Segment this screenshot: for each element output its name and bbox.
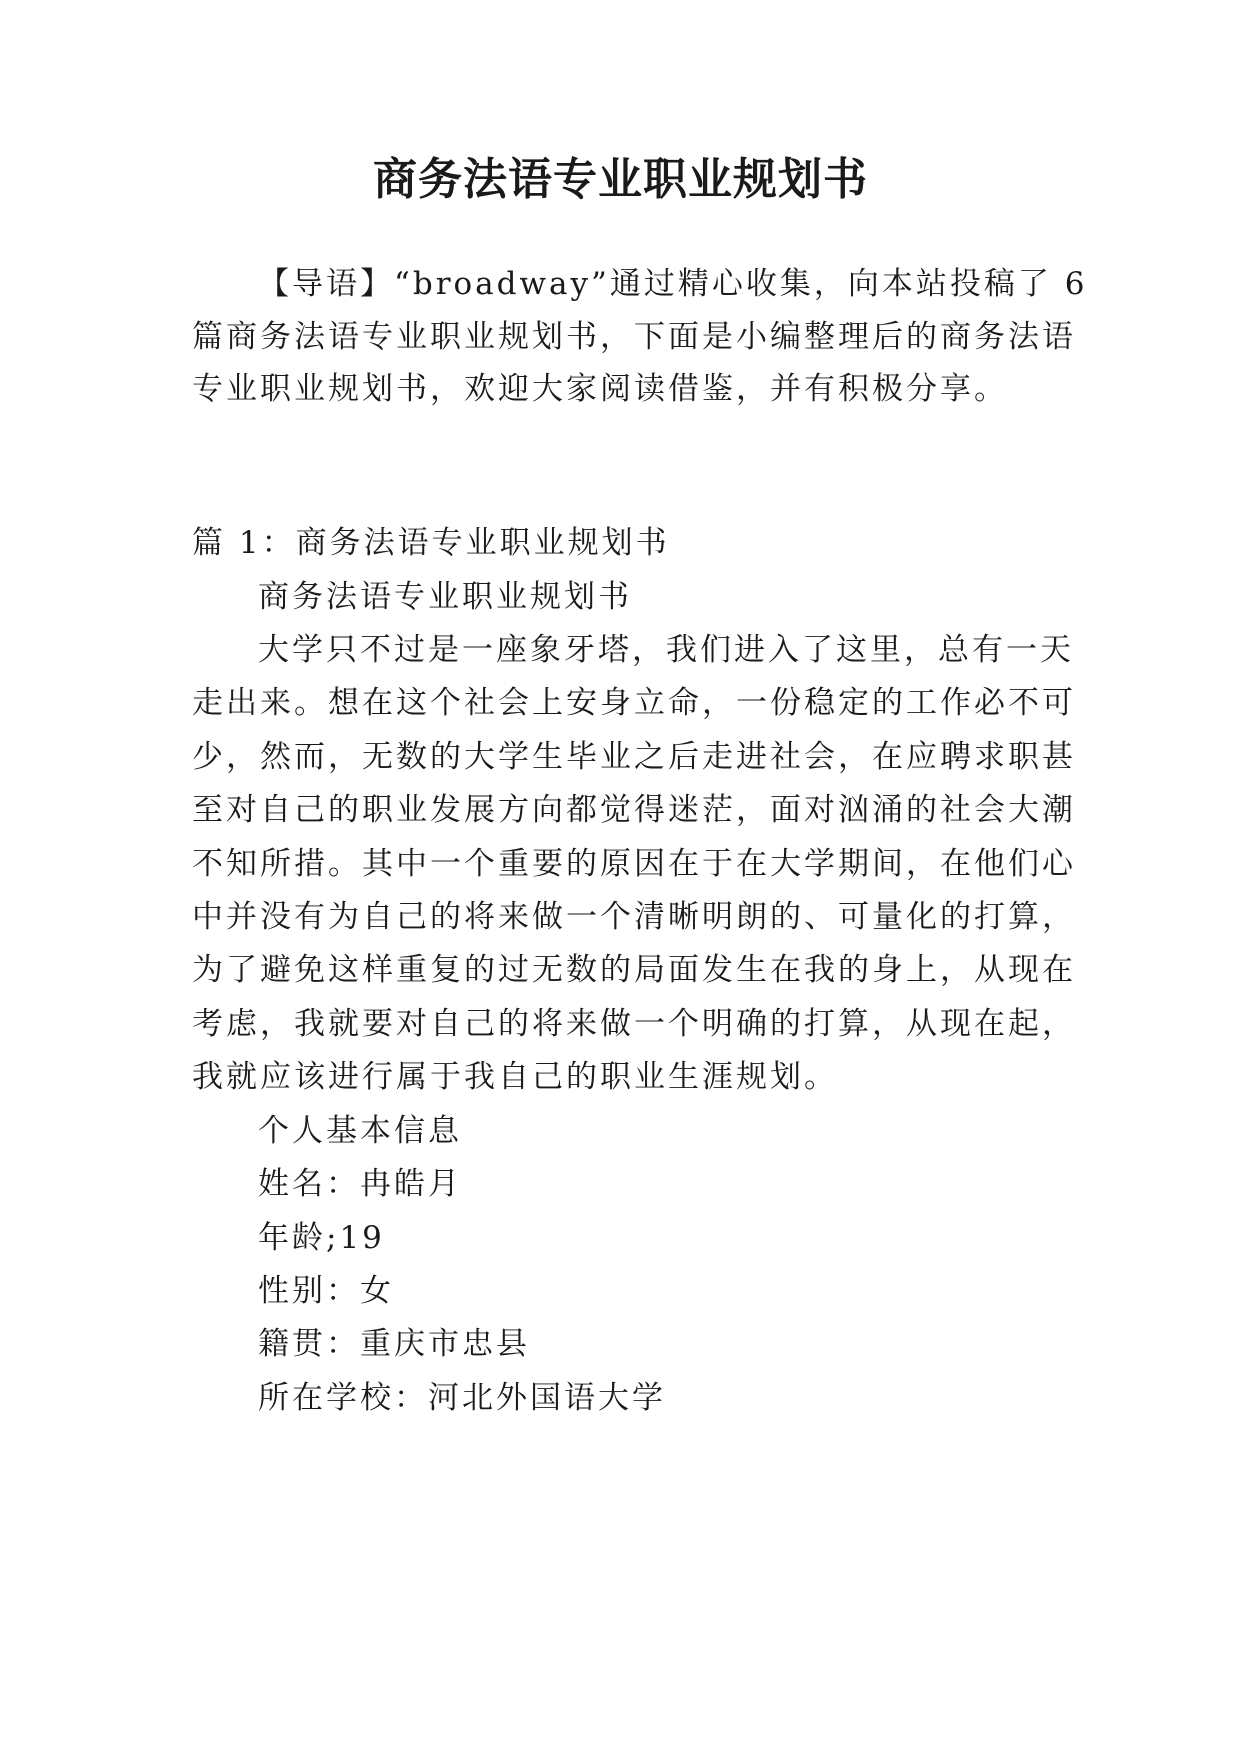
section-subtitle: 商务法语专业职业规划书 [258, 579, 632, 615]
section-heading: 篇 1：商务法语专业职业规划书 [192, 525, 670, 561]
info-item: 籍贯：重庆市忠县 [258, 1326, 530, 1362]
info-item: 姓名：冉皓月 [258, 1166, 462, 1202]
info-item: 所在学校：河北外国语大学 [258, 1380, 666, 1416]
info-item: 年龄;19 [258, 1220, 385, 1256]
intro-line: 篇商务法语专业职业规划书，下面是小编整理后的商务法语 [192, 319, 1076, 355]
paragraph-line: 我就应该进行属于我自己的职业生涯规划。 [192, 1059, 838, 1095]
paragraph-line: 至对自己的职业发展方向都觉得迷茫，面对汹涌的社会大潮 [192, 792, 1076, 828]
info-item: 性别：女 [258, 1273, 394, 1309]
paragraph-line: 不知所措。其中一个重要的原因在于在大学期间，在他们心 [192, 846, 1076, 882]
info-heading: 个人基本信息 [258, 1113, 462, 1149]
paragraph-line: 中并没有为自己的将来做一个清晰明朗的、可量化的打算， [192, 899, 1076, 935]
intro-line: 【导语】“broadway”通过精心收集，向本站投稿了 6 [258, 266, 1088, 302]
paragraph-line: 大学只不过是一座象牙塔，我们进入了这里，总有一天 [258, 632, 1074, 668]
document-title: 商务法语专业职业规划书 [373, 154, 868, 205]
paragraph-line: 考虑，我就要对自己的将来做一个明确的打算，从现在起， [192, 1006, 1076, 1042]
paragraph-line: 走出来。想在这个社会上安身立命，一份稳定的工作必不可 [192, 685, 1076, 721]
paragraph-line: 少，然而，无数的大学生毕业之后走进社会，在应聘求职甚 [192, 739, 1076, 775]
paragraph-line: 为了避免这样重复的过无数的局面发生在我的身上，从现在 [192, 952, 1076, 988]
intro-line: 专业职业规划书，欢迎大家阅读借鉴，并有积极分享。 [192, 371, 1008, 407]
